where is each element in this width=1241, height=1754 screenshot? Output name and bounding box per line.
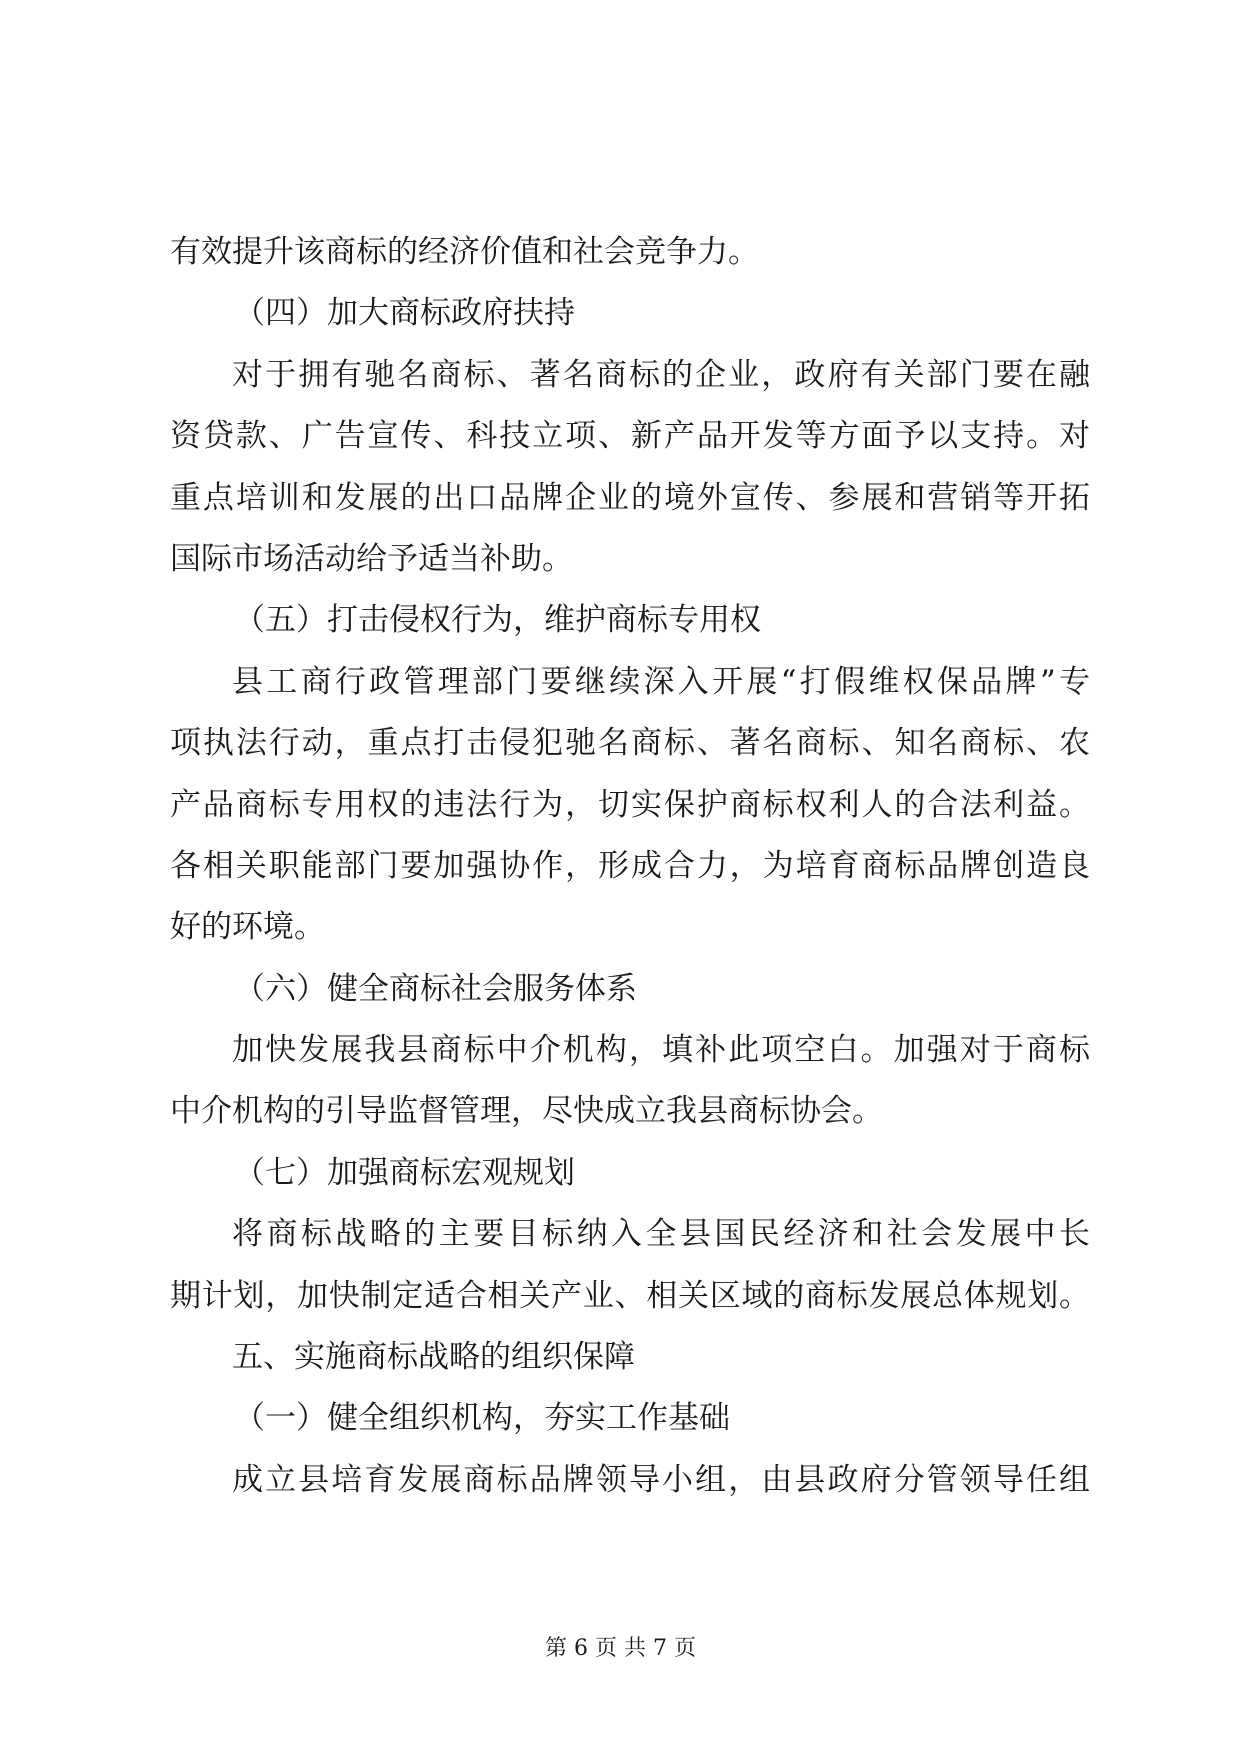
paragraph-line: 重点培训和发展的出口品牌企业的境外宣传、参展和营销等开拓 <box>170 479 1090 516</box>
paragraph-line: 好的环境。 <box>170 909 325 946</box>
paragraph-line: 项执法行动，重点打击侵犯驰名商标、著名商标、知名商标、农 <box>170 725 1090 762</box>
section-heading: （五）打击侵权行为，维护商标专用权 <box>234 602 761 639</box>
paragraph-line: 中介机构的引导监督管理，尽快成立我县商标协会。 <box>170 1093 883 1130</box>
section-heading: （四）加大商标政府扶持 <box>234 295 575 332</box>
paragraph-line: 对于拥有驰名商标、著名商标的企业，政府有关部门要在融 <box>232 356 1090 393</box>
paragraph-line: 将商标战略的主要目标纳入全县国民经济和社会发展中长 <box>232 1216 1090 1253</box>
paragraph-line: 产品商标专用权的违法行为，切实保护商标权利人的合法利益。 <box>170 786 1090 823</box>
chapter-heading: 五、实施商标战略的组织保障 <box>232 1339 635 1376</box>
paragraph-line: 有效提升该商标的经济价值和社会竞争力。 <box>170 234 759 270</box>
section-heading: （六）健全商标社会服务体系 <box>234 970 637 1007</box>
section-heading: （七）加强商标宏观规划 <box>234 1154 575 1191</box>
paragraph-line: 加快发展我县商标中介机构，填补此项空白。加强对于商标 <box>232 1032 1090 1069</box>
paragraph-line: 资贷款、广告宣传、科技立项、新产品开发等方面予以支持。对 <box>170 418 1090 455</box>
section-heading: （一）健全组织机构，夯实工作基础 <box>234 1400 730 1437</box>
paragraph-line: 国际市场活动给予适当补助。 <box>170 540 573 577</box>
paragraph-line: 期计划，加快制定适合相关产业、相关区域的商标发展总体规划。 <box>170 1277 1090 1314</box>
document-body <box>170 222 1090 1511</box>
paragraph-line: 县工商行政管理部门要继续深入开展“打假维权保品牌”专 <box>232 663 1090 700</box>
paragraph-line: 各相关职能部门要加强协作，形成合力，为培育商标品牌创造良 <box>170 847 1090 884</box>
paragraph-line: 成立县培育发展商标品牌领导小组，由县政府分管领导任组 <box>232 1461 1090 1498</box>
page-number-footer: 第 6 页 共 7 页 <box>545 1636 696 1661</box>
